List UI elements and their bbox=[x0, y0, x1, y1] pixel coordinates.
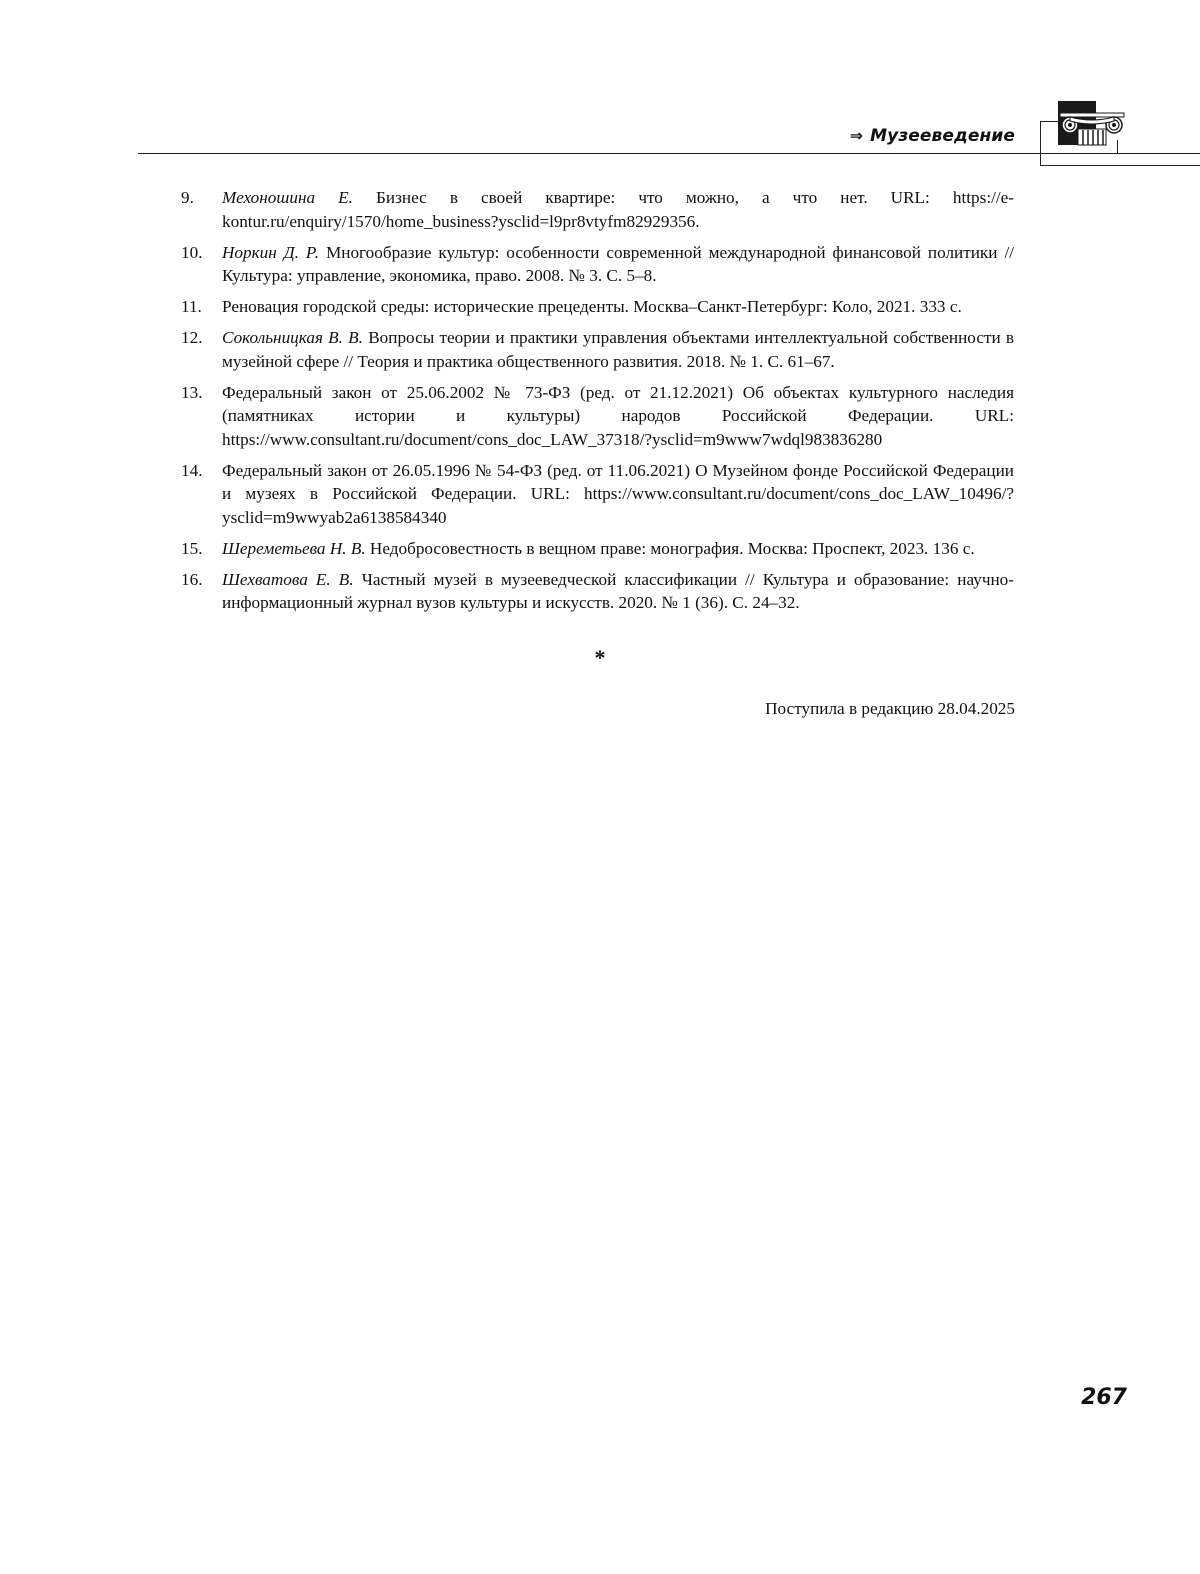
reference-text: Частный музей в музееведческой классификации // Культура и образование: научно-информационный журнал вузов культуры и искусств. 2020. № 1 (36). С. 24–32. bbox=[222, 569, 1014, 612]
reference-text: Федеральный закон от 26.05.1996 № 54-ФЗ (ред. от 11.06.2021) О Музейном фонде Российской Федерации и музеях в Российской Федерации. URL: https://www.consultant.ru/document/cons_doc_LAW_10496/?ysclid=m9wwyab2a6138584340 bbox=[222, 460, 1014, 527]
received-date-note: Поступила в редакцию 28.04.2025 bbox=[765, 699, 1015, 718]
reference-author: Сокольницкая В. В. bbox=[222, 328, 363, 347]
reference-number: 14. bbox=[181, 460, 203, 480]
reference-text: Недобросовестность в вещном праве: монография. Москва: Проспект, 2023. 136 с. bbox=[365, 538, 975, 558]
emblem-frame-top bbox=[1040, 121, 1058, 122]
reference-author: Норкин Д. Р. bbox=[222, 242, 319, 262]
section-title: Музееведение bbox=[870, 126, 1015, 146]
reference-number: 11. bbox=[181, 297, 202, 316]
reference-text: Федеральный закон от 25.06.2002 № 73-ФЗ (ред. от 21.12.2021) Об объектах культурного наследия (памятниках истории и культуры) народов Российской Федерации. URL: https://www.consultant.ru/document/cons_doc_LAW_37318/?ysclid=m9www7wdql983836280 bbox=[222, 382, 1014, 449]
ionic-column-capital-icon bbox=[1058, 101, 1128, 149]
reference-author: Шереметьева Н. В. bbox=[222, 538, 366, 558]
arrow-icon: ⇒ bbox=[849, 126, 864, 145]
reference-number: 16. bbox=[181, 569, 203, 589]
reference-item bbox=[181, 568, 1014, 615]
reference-item bbox=[181, 326, 1014, 373]
section-separator: * bbox=[594, 645, 606, 670]
reference-text: Бизнес в своей квартире: что можно, а что нет. URL: https://e-kontur.ru/enquiry/1570/home_business?ysclid=l9pr8vtyfm82929356. bbox=[222, 188, 1014, 231]
reference-author: Шехватова Е. В. bbox=[222, 569, 354, 589]
reference-item bbox=[181, 186, 1014, 233]
reference-number: 13. bbox=[181, 382, 203, 402]
reference-text: Реновация городской среды: исторические прецеденты. Москва–Санкт-Петербург: Коло, 2021. 333 с. bbox=[222, 297, 962, 316]
reference-item bbox=[181, 381, 1014, 452]
reference-list bbox=[181, 186, 1014, 622]
reference-number: 10. bbox=[181, 242, 203, 262]
emblem-frame-left bbox=[1040, 121, 1041, 166]
reference-item bbox=[181, 459, 1014, 530]
running-header bbox=[850, 126, 1015, 146]
reference-item bbox=[181, 295, 1014, 319]
emblem-frame-bottom bbox=[1040, 165, 1200, 166]
reference-item bbox=[181, 241, 1014, 288]
reference-number: 15. bbox=[181, 538, 203, 558]
reference-text: Вопросы теории и практики управления объектами интеллектуальной собственности в музейной сфере // Теория и практика общественного развития. 2018. № 1. С. 61–67. bbox=[222, 328, 1014, 371]
reference-text: Многообразие культур: особенности современной международной финансовой политики // Культура: управление, экономика, право. 2008. № 3. С. 5–8. bbox=[222, 242, 1014, 285]
reference-item bbox=[181, 537, 1014, 561]
reference-author: Мехоношина Е. bbox=[222, 188, 353, 207]
reference-number: 9. bbox=[181, 188, 194, 207]
reference-number: 12. bbox=[181, 328, 203, 347]
page-number: 267 bbox=[1081, 1385, 1127, 1410]
